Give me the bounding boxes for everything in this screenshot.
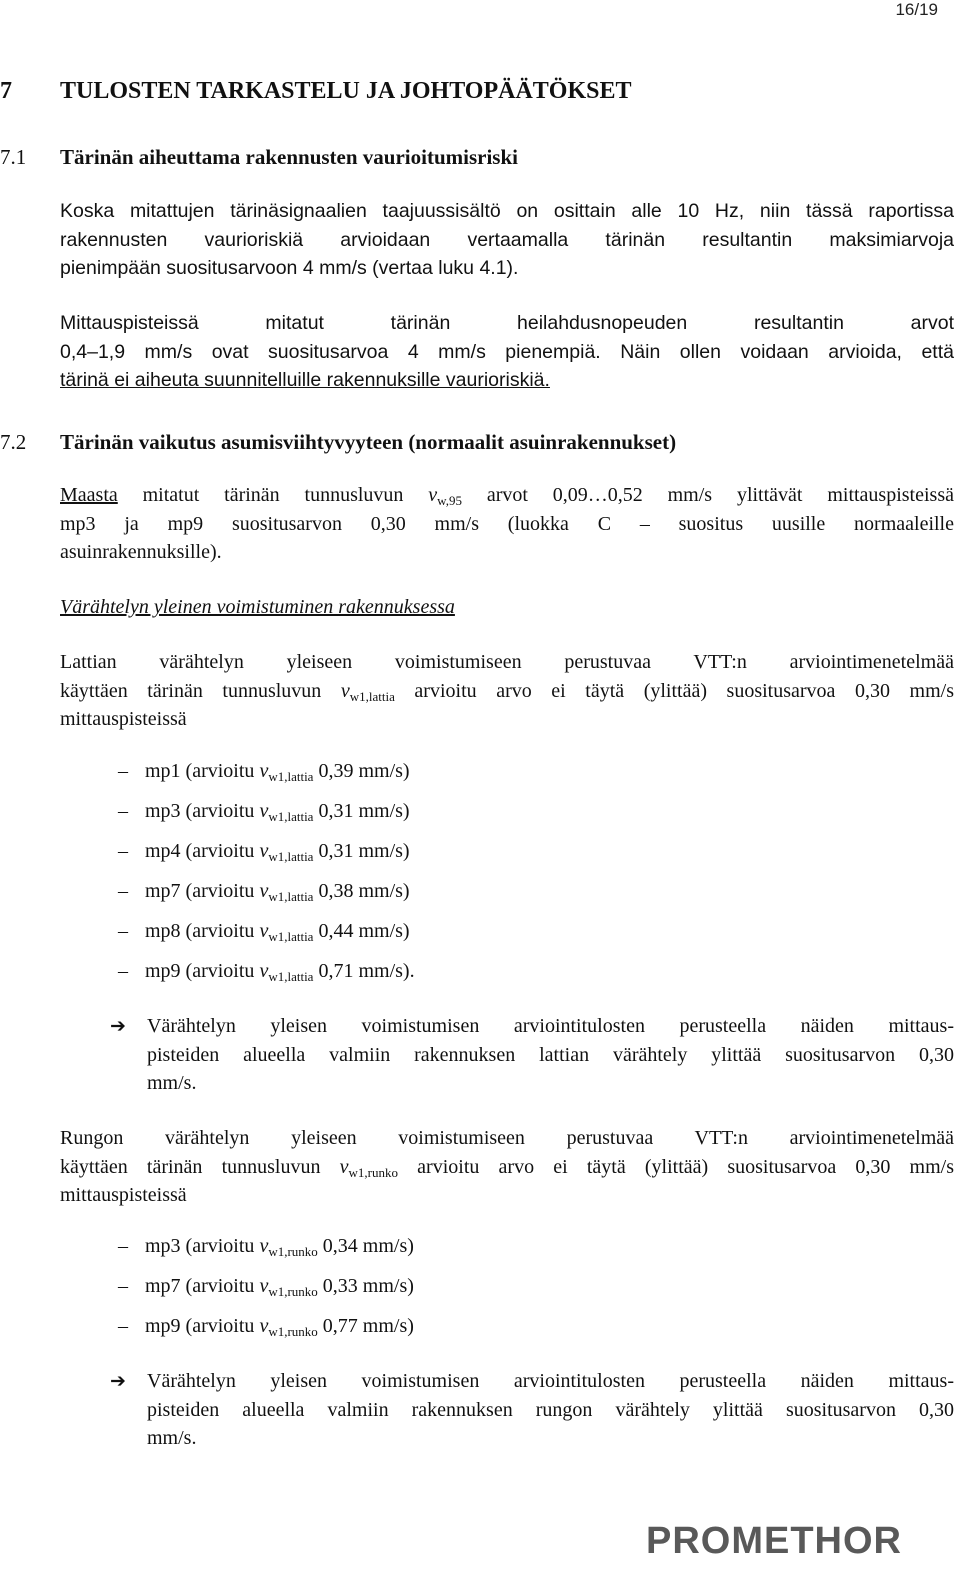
- list-item: [60, 920, 660, 948]
- dash-bullet: –: [118, 1235, 128, 1257]
- dash-bullet: –: [118, 1315, 128, 1337]
- list-item-text: mp7 (arvioitu $v_{w1,runko}$ 0,33 mm/s): [145, 1275, 414, 1299]
- list-item: [60, 760, 660, 788]
- list-item: [60, 1235, 660, 1263]
- paragraph-line: Mittauspisteissä mitatut tärinän heilahdusnopeuden resultantin arvot: [60, 312, 954, 334]
- list-item-text: mp9 (arvioitu $v_{w1,lattia}$ 0,71 mm/s).: [145, 960, 415, 984]
- list-item: [60, 800, 660, 828]
- section-title: Tärinän vaikutus asumisviihtyvyyteen (normaalit asuinrakennukset): [60, 430, 677, 454]
- list-item: [60, 960, 660, 988]
- dash-bullet: –: [118, 960, 128, 982]
- section-7-1-heading: [0, 145, 900, 173]
- paragraph-line: pisteiden alueella valmiin rakennuksen rungon värähtely ylittää suositusarvon 0,30: [147, 1398, 954, 1421]
- section-number: 7.2: [0, 430, 27, 454]
- paragraph-ground-vibration: [60, 481, 954, 567]
- paragraph-measured-values: [60, 309, 954, 395]
- section-number: 7.1: [0, 145, 27, 169]
- conclusion-floor: [60, 1012, 954, 1098]
- paragraph-line: Koska mitattujen tärinäsignaalien taajuussisältö on osittain alle 10 Hz, niin tässä raportissa: [60, 200, 954, 222]
- list-item-text: mp9 (arvioitu $v_{w1,runko}$ 0,77 mm/s): [145, 1315, 414, 1339]
- subheading-amplification: Värähtelyn yleinen voimistuminen rakennuksessa: [60, 596, 455, 618]
- arrow-icon: ➔: [110, 1015, 126, 1037]
- section-7-2-heading: [0, 430, 900, 458]
- section-title: TULOSTEN TARKASTELU JA JOHTOPÄÄTÖKSET: [60, 78, 632, 104]
- paragraph-line: Värähtelyn yleisen voimistumisen arviointitulosten perusteella näiden mittaus-: [147, 1015, 954, 1037]
- dash-bullet: –: [118, 880, 128, 902]
- paragraph-line: mittauspisteissä: [60, 708, 187, 730]
- page-number: 16/19: [895, 0, 938, 19]
- list-item-text: mp4 (arvioitu $v_{w1,lattia}$ 0,31 mm/s): [145, 840, 410, 864]
- paragraph-line: mm/s.: [147, 1072, 197, 1094]
- paragraph-frame-vibration: [60, 1124, 954, 1210]
- dash-bullet: –: [118, 1275, 128, 1297]
- paragraph-line: Värähtelyn yleisen voimistumisen arviointitulosten perusteella näiden mittaus-: [147, 1370, 954, 1392]
- paragraph-line: mittauspisteissä: [60, 1184, 187, 1206]
- dash-bullet: –: [118, 920, 128, 942]
- list-item-text: mp1 (arvioitu $v_{w1,lattia}$ 0,39 mm/s): [145, 760, 410, 784]
- paragraph-line: käyttäen tärinän tunnusluvun $v_{w1,lattia}$ arvioitu arvo ei täytä (ylittää) suositusarvoa 0,30 mm/s: [60, 679, 954, 704]
- list-item: [60, 1275, 660, 1303]
- dash-bullet: –: [118, 840, 128, 862]
- list-item-text: mp8 (arvioitu $v_{w1,lattia}$ 0,44 mm/s): [145, 920, 410, 944]
- underlined-word: Maasta: [60, 484, 118, 506]
- paragraph-line: Maasta mitatut tärinän tunnusluvun $v_{w,95}$ arvot 0,09…0,52 mm/s ylittävät mittauspisteissä: [60, 484, 954, 508]
- logo-text: PROMETHOR: [646, 1520, 902, 1562]
- paragraph-damage-risk: [60, 197, 954, 283]
- arrow-icon: ➔: [110, 1370, 126, 1392]
- paragraph-line: käyttäen tärinän tunnusluvun $v_{w1,runko}$ arvioitu arvo ei täytä (ylittää) suositusarvoa 0,30 mm/s: [60, 1155, 954, 1180]
- dash-bullet: –: [118, 800, 128, 822]
- paragraph-line: tärinä ei aiheuta suunnitelluille rakennuksille vaurioriskiä.: [60, 369, 550, 391]
- conclusion-frame: [60, 1367, 954, 1453]
- paragraph-line: Rungon värähtelyn yleiseen voimistumiseen perustuvaa VTT:n arviointimenetelmää: [60, 1127, 954, 1149]
- dash-bullet: –: [118, 760, 128, 782]
- paragraph-line: rakennusten vaurioriskiä arvioidaan vertaamalla tärinän resultantin maksimiarvoja: [60, 228, 954, 251]
- paragraph-line: 0,4–1,9 mm/s ovat suositusarvoa 4 mm/s pienempiä. Näin ollen voidaan arvioida, että: [60, 340, 954, 363]
- list-item: [60, 840, 660, 868]
- company-logo: [646, 1520, 956, 1568]
- paragraph-line: mm/s.: [147, 1427, 197, 1449]
- paragraph-line: mp3 ja mp9 suositusarvon 0,30 mm/s (luokka C – suositus uusille normaaleille: [60, 512, 954, 535]
- paragraph-floor-vibration: [60, 648, 954, 734]
- paragraph-line: asuinrakennuksille).: [60, 541, 222, 563]
- section-number: 7: [0, 78, 12, 104]
- section-title: Tärinän aiheuttama rakennusten vaurioitumisriski: [60, 145, 518, 169]
- paragraph-line: Lattian värähtelyn yleiseen voimistumiseen perustuvaa VTT:n arviointimenetelmää: [60, 651, 954, 673]
- section-7-heading: [0, 78, 900, 108]
- paragraph-line: pienimpään suositusarvoon 4 mm/s (vertaa luku 4.1).: [60, 257, 519, 279]
- list-item-text: mp3 (arvioitu $v_{w1,lattia}$ 0,31 mm/s): [145, 800, 410, 824]
- list-item: [60, 880, 660, 908]
- list-item-text: mp3 (arvioitu $v_{w1,runko}$ 0,34 mm/s): [145, 1235, 414, 1259]
- list-item-text: mp7 (arvioitu $v_{w1,lattia}$ 0,38 mm/s): [145, 880, 410, 904]
- paragraph-line: pisteiden alueella valmiin rakennuksen lattian värähtely ylittää suositusarvon 0,30: [147, 1043, 954, 1066]
- list-item: [60, 1315, 660, 1343]
